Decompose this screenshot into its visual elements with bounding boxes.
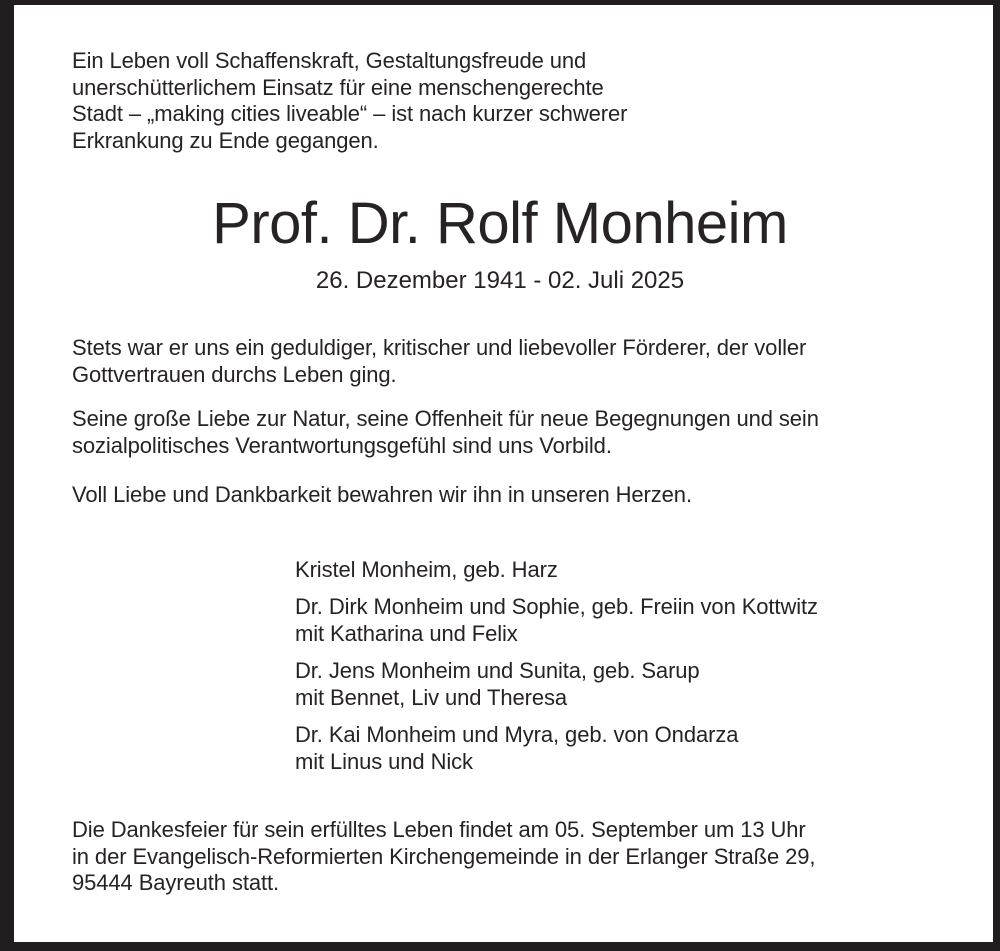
text-line: mit Bennet, Liv und Theresa [295,684,568,710]
text-line: Dr. Kai Monheim und Myra, geb. von Ondarza [295,722,739,747]
family-entry [295,658,928,711]
ceremony-info [72,817,928,897]
text-line: Kristel Monheim, geb. Harz [295,556,558,582]
family-entry [295,557,928,584]
obituary-notice-sheet [14,5,993,942]
deceased-name: Prof. Dr. Rolf Monheim [212,191,788,256]
text-line: Gottvertrauen durchs Leben ging. [72,361,397,387]
text-line: mit Katharina und Felix [295,620,518,646]
tribute-paragraph-3 [72,482,928,509]
family-list [295,557,928,776]
tribute-paragraph-2 [72,406,928,459]
family-entry [295,722,928,775]
text-line: Dr. Dirk Monheim und Sophie, geb. Freiin von Kottwitz [295,594,818,619]
text-line: Dr. Jens Monheim und Sunita, geb. Sarup [295,658,700,683]
tribute-paragraph-1 [72,335,928,388]
text-line: Stets war er uns ein geduldiger, kritischer und liebevoller Förderer, der voller [72,335,807,360]
text-line: mit Linus und Nick [295,748,473,774]
text-line: Die Dankesfeier für sein erfülltes Leben findet am 05. September um 13 Uhr [72,817,806,842]
text-line: in der Evangelisch-Reformierten Kirchengemeinde in der Erlanger Straße 29, [72,843,816,869]
text-line: sozialpolitisches Verantwortungsgefühl sind uns Vorbild. [72,432,612,458]
text-line: Erkrankung zu Ende gegangen. [72,127,379,153]
text-line: 95444 Bayreuth statt. [72,870,280,895]
text-line: Stadt – „making cities liveable“ – ist nach kurzer schwerer [72,101,628,126]
intro-text [72,48,928,154]
family-entry [295,594,928,647]
notice-content [14,5,993,897]
text-line: unerschütterlichem Einsatz für eine menschengerechte [72,74,604,100]
life-dates: 26. Dezember 1941 - 02. Juli 2025 [315,267,685,294]
text-line: Seine große Liebe zur Natur, seine Offenheit für neue Begegnungen und sein [72,406,819,431]
text-line: Ein Leben voll Schaffenskraft, Gestaltungsfreude und [72,48,587,73]
text-line: Voll Liebe und Dankbarkeit bewahren wir ihn in unseren Herzen. [72,482,692,507]
